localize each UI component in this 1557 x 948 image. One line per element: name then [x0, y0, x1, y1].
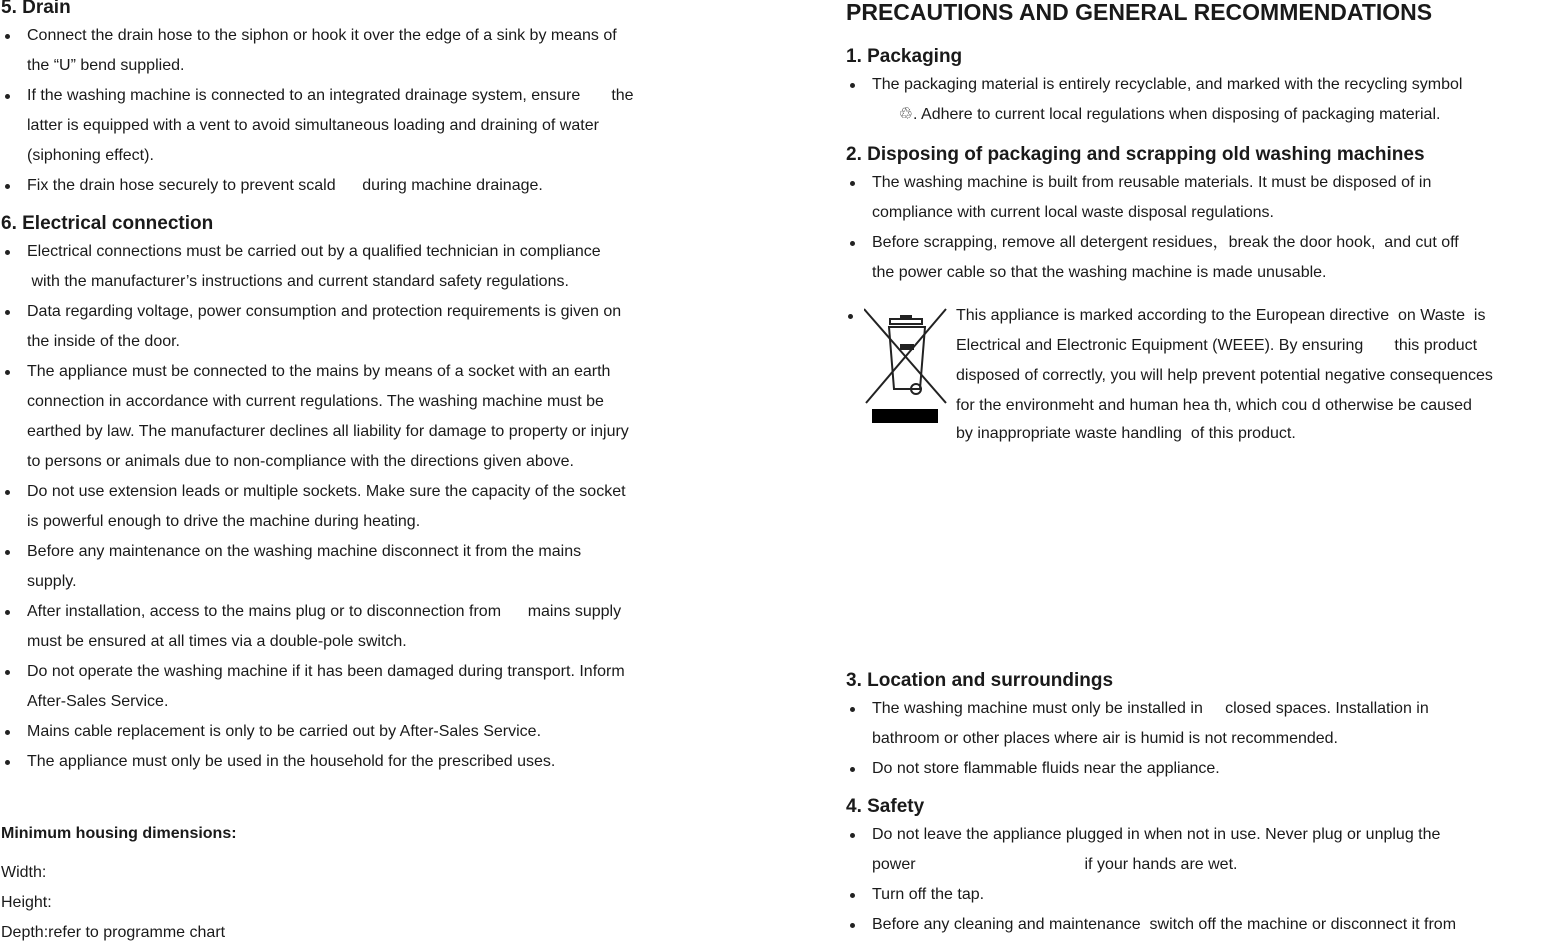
section-right-3 — [846, 796, 1456, 940]
list-item — [27, 537, 629, 597]
dimension-line: Height: — [1, 894, 52, 911]
text-line: Before any maintenance on the washing machine disconnect it from the mains — [27, 543, 582, 560]
bullet-icon — [850, 893, 855, 898]
text-line: The packaging material is entirely recyclable, and marked with the recycling symbol — [872, 76, 1463, 93]
bullet-icon — [850, 767, 855, 772]
list-item — [872, 820, 1456, 880]
dimension-line: Width: — [1, 864, 47, 881]
bullet-icon — [850, 241, 855, 246]
section-left-1 — [1, 213, 629, 777]
list-item — [27, 81, 634, 171]
text-line: earthed by law. The manufacturer declines all liability for damage to property or injury — [27, 423, 629, 440]
text-line: to persons or animals due to non-compliance with the directions given above. — [27, 453, 574, 470]
bullet-list — [27, 237, 629, 777]
text-line: supply. — [27, 573, 77, 590]
text-line: is powerful enough to drive the machine during heating. — [27, 513, 421, 530]
crossed-bin-icon — [864, 307, 948, 427]
bullet-icon — [850, 181, 855, 186]
text-line: by inappropriate waste handling of this product. — [956, 425, 1296, 442]
text-line: Turn off the tap. — [872, 886, 985, 903]
section-right-0 — [846, 46, 1462, 130]
list-item — [27, 21, 634, 81]
section-left-0 — [1, 0, 634, 201]
bullet-icon — [5, 490, 10, 495]
bullet-icon — [5, 610, 10, 615]
bullet-icon — [850, 833, 855, 838]
list-item — [872, 880, 1456, 910]
text-line: The appliance must be connected to the mains by means of a socket with an earth — [27, 363, 611, 380]
bullet-icon — [5, 730, 10, 735]
dimension-line: Depth:refer to programme chart — [1, 924, 226, 941]
text-line: disposed of correctly, you will help prevent potential negative consequences — [956, 367, 1493, 384]
list-item — [872, 70, 1462, 130]
bullet-list — [872, 694, 1429, 784]
text-line: the power cable so that the washing machine is made unusable. — [872, 264, 1327, 281]
bullet-list — [872, 168, 1459, 288]
list-item — [27, 597, 629, 657]
text-line: Connect the drain hose to the siphon or hook it over the edge of a sink by means of — [27, 27, 617, 44]
text-line: Before any cleaning and maintenance switch off the machine or disconnect it from — [872, 916, 1457, 933]
bullet-list — [27, 21, 634, 201]
text-line: This appliance is marked according to the European directive on Waste is — [956, 307, 1486, 324]
list-item — [872, 754, 1429, 784]
text-line: Fix the drain hose securely to prevent scald during machine drainage. — [27, 177, 543, 194]
text-line: ♲. Adhere to current local regulations when disposing of packaging material. — [872, 106, 1441, 123]
text-line: The appliance must only be used in the household for the prescribed uses. — [27, 753, 556, 770]
text-line: If the washing machine is connected to an integrated drainage system, ensure the — [27, 87, 634, 104]
spacer — [1, 849, 237, 858]
section-heading: 5. Drain — [1, 0, 71, 18]
text-line: bathroom or other places where air is humid is not recommended. — [872, 730, 1338, 747]
section-heading: 4. Safety — [846, 796, 925, 817]
text-line: the inside of the door. — [27, 333, 180, 350]
bullet-icon — [850, 707, 855, 712]
text-line: the “U” bend supplied. — [27, 57, 185, 74]
section-heading: 2. Disposing of packaging and scrapping old washing machines — [846, 144, 1425, 165]
text-line: The washing machine must only be installed in closed spaces. Installation in — [872, 700, 1429, 717]
bullet-icon — [5, 760, 10, 765]
text-line: Electrical connections must be carried out by a qualified technician in compliance — [27, 243, 601, 260]
text-line: Electrical and Electronic Equipment (WEEE). By ensuring this product — [956, 337, 1478, 354]
min-housing — [1, 819, 237, 948]
bullet-icon — [5, 670, 10, 675]
text-line: The washing machine is built from reusable materials. It must be disposed of in — [872, 174, 1432, 191]
weee-text — [956, 301, 1493, 447]
list-item — [27, 237, 629, 297]
section-heading: 1. Packaging — [846, 46, 963, 67]
text-line: with the manufacturer’s instructions and current standard safety regulations. — [27, 273, 569, 290]
text-line: for the environmeht and human hea th, which cou d otherwise be caused — [956, 397, 1472, 414]
text-line: Mains cable replacement is only to be carried out by After-Sales Service. — [27, 723, 542, 740]
text-line: Do not use extension leads or multiple sockets. Make sure the capacity of the socket — [27, 483, 626, 500]
bullet-icon — [5, 94, 10, 99]
text-line: Do not operate the washing machine if it has been damaged during transport. Inform — [27, 663, 625, 680]
text-line: connection in accordance with current regulations. The washing machine must be — [27, 393, 604, 410]
list-item — [872, 910, 1456, 940]
section-heading: 6. Electrical connection — [1, 213, 214, 234]
page-title: PRECAUTIONS AND GENERAL RECOMMENDATIONS — [846, 0, 1433, 25]
bullet-icon — [5, 550, 10, 555]
text-line: After installation, access to the mains plug or to disconnection from mains supply — [27, 603, 622, 620]
text-line: compliance with current local waste disposal regulations. — [872, 204, 1274, 221]
section-right-1 — [846, 144, 1459, 288]
bullet-icon — [848, 314, 853, 319]
list-item — [27, 747, 629, 777]
list-item — [27, 657, 629, 717]
bullet-icon — [5, 250, 10, 255]
text-line: Data regarding voltage, power consumption and protection requirements is given on — [27, 303, 622, 320]
section-right-2 — [846, 670, 1429, 784]
bullet-icon — [850, 923, 855, 928]
text-line: After-Sales Service. — [27, 693, 169, 710]
text-line: power if your hands are wet. — [872, 856, 1238, 873]
bullet-icon — [5, 184, 10, 189]
section-heading: 3. Location and surroundings — [846, 670, 1114, 691]
bullet-list — [872, 820, 1456, 940]
text-line: Do not leave the appliance plugged in when not in use. Never plug or unplug the — [872, 826, 1441, 843]
bullet-icon — [5, 370, 10, 375]
text-line: latter is equipped with a vent to avoid simultaneous loading and draining of water — [27, 117, 599, 134]
weee-block — [848, 301, 1493, 447]
list-item — [872, 694, 1429, 754]
list-item — [27, 297, 629, 357]
list-item — [27, 477, 629, 537]
text-line: (siphoning effect). — [27, 147, 154, 164]
list-item — [27, 357, 629, 477]
text-line: must be ensured at all times via a double-pole switch. — [27, 633, 407, 650]
bullet-list — [872, 70, 1462, 130]
min-housing-heading: Minimum housing dimensions: — [1, 825, 237, 842]
text-line: Do not store flammable fluids near the appliance. — [872, 760, 1220, 777]
list-item — [872, 168, 1459, 228]
list-item — [872, 228, 1459, 288]
bullet-icon — [5, 34, 10, 39]
text-line: Before scrapping, remove all detergent residues，break the door hook, and cut off — [872, 234, 1459, 251]
list-item — [27, 717, 629, 747]
bullet-icon — [850, 83, 855, 88]
list-item — [27, 171, 634, 201]
bullet-icon — [5, 310, 10, 315]
